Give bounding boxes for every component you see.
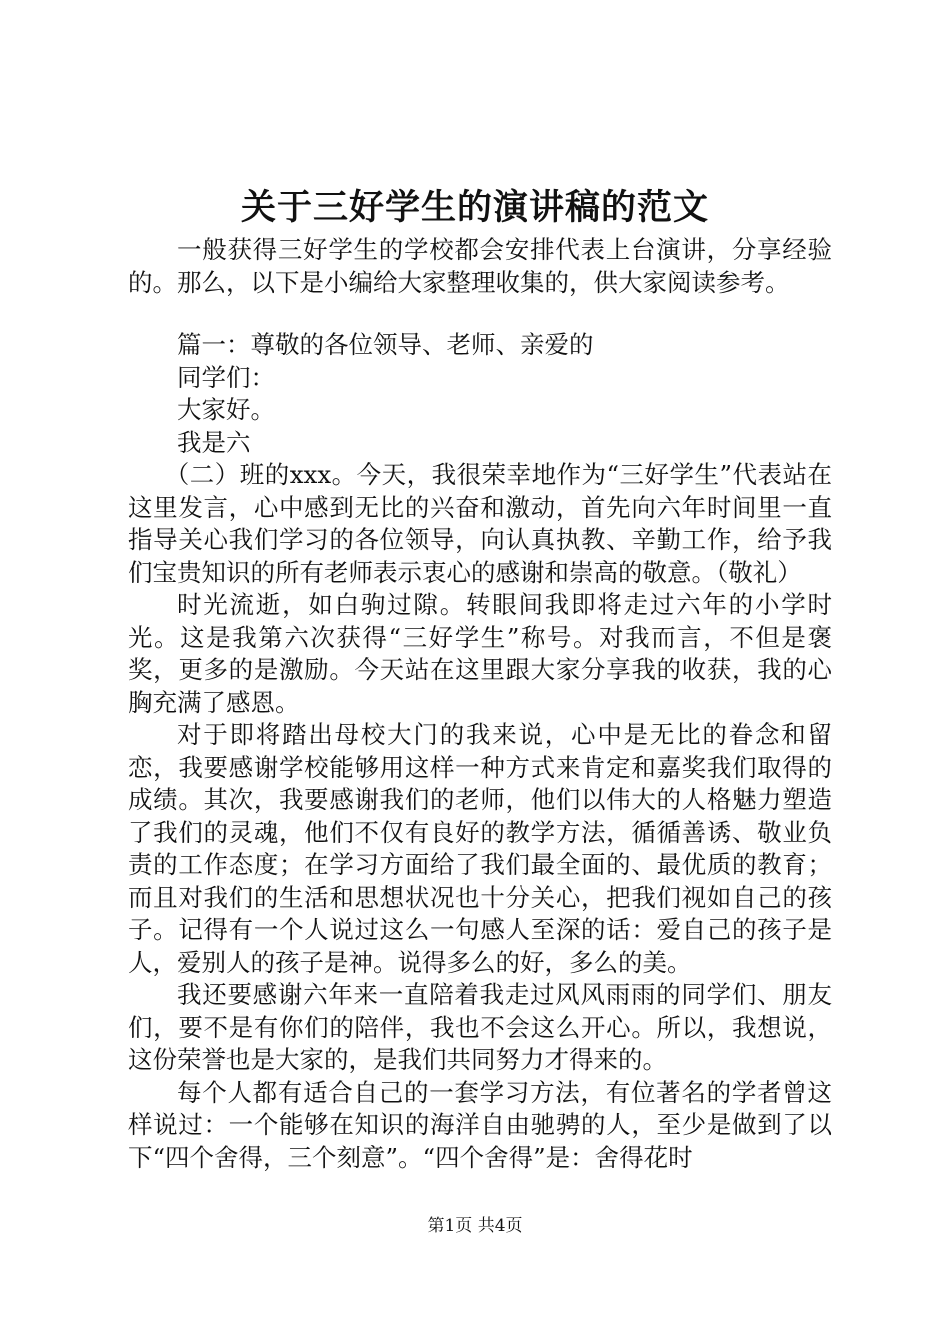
paragraph-spacer <box>128 299 832 329</box>
body-paragraph: 我还要感谢六年来一直陪着我走过风风雨雨的同学们、朋友们，要不是有你们的陪伴，我也不会这么开心。所以，我想说，这份荣誉也是大家的，是我们共同努力才得来的。 <box>128 980 832 1074</box>
salutation-line: 同学们： <box>177 362 275 392</box>
greeting-line: 大家好。 <box>177 395 275 424</box>
body-paragraph: （二）班的xxx。今天，我很荣幸地作为“三好学生”代表站在这里发言，心中感到无比的兴奋和激动，首先向六年时间里一直指导关心我们学习的各位领导，向认真执教、辛勤工作，给予我们宝贵知识的所有老师表示衷心的感谢和崇高的敬意。（敬礼） <box>128 460 832 587</box>
section-heading-line: 篇一：尊敬的各位领导、老师、亲爱的 <box>177 330 594 359</box>
intro-paragraph: 一般获得三好学生的学校都会安排代表上台演讲，分享经验的。那么，以下是小编给大家整理收集的，供大家阅读参考。 <box>128 235 832 297</box>
document-title: 关于三好学生的演讲稿的范文 <box>240 187 709 228</box>
body-paragraph: 时光流逝，如白驹过隙。转眼间我即将走过六年的小学时光。这是我第六次获得“三好学生”称号。对我而言，不但是褒奖，更多的是激励。今天站在这里跟大家分享我的收获，我的心胸充满了感恩。 <box>128 590 832 717</box>
body-paragraph: 对于即将踏出母校大门的我来说，心中是无比的眷念和留恋，我要感谢学校能够用这样一种方式来肯定和嘉奖我们取得的成绩。其次，我要感谢我们的老师，他们以伟大的人格魅力塑造了我们的灵魂，他们不仅有良好的教学方法，循循善诱、敬业负责的工作态度；在学习方面给了我们最全面的、最优质的教育；而且对我们的生活和思想状况也十分关心，把我们视如自己的孩子。记得有一个人说过这么一句感人至深的话：爱自己的孩子是人，爱别人的孩子是神。说得多么的好，多么的美。 <box>128 720 832 977</box>
self-intro-line: 我是六 <box>177 427 251 457</box>
document-body <box>128 234 832 1174</box>
body-paragraph: 每个人都有适合自己的一套学习方法，有位著名的学者曾这样说过：一个能够在知识的海洋自由驰骋的人，至少是做到了以下“四个舍得，三个刻意”。“四个舍得”是：舍得花时 <box>128 1077 832 1172</box>
page-number-footer: 第1页 共4页 <box>427 1216 523 1236</box>
